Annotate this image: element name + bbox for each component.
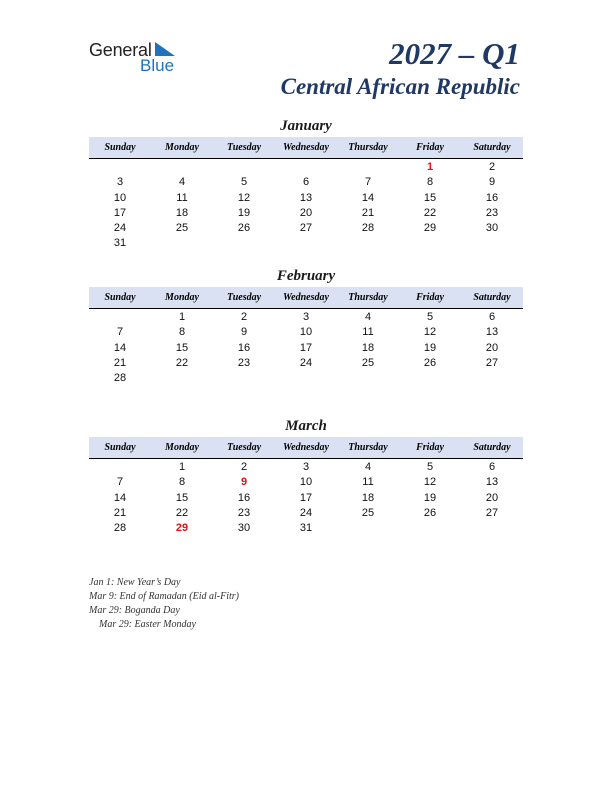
day-cell: 12 [237,191,251,204]
weekday-wednesday: Wednesday [283,142,329,153]
holiday-note: Jan 1: New Year’s Day [89,577,181,588]
day-cell: 4 [364,311,372,323]
day-cell: 28 [113,372,127,385]
logo-general-text: General [89,40,152,60]
day-cell: 14 [113,341,127,354]
empty-day-cell [213,160,275,175]
day-cell: 9 [240,476,248,489]
day-cell: 23 [237,356,251,369]
day-cell: 24 [299,506,313,519]
weekday-header-row [89,137,523,159]
empty-day-cell [461,236,523,251]
day-cell: 25 [361,356,375,369]
day-cell: 6 [488,461,496,473]
day-cell: 22 [175,356,189,369]
day-cell: 19 [423,491,437,504]
empty-day-cell [337,160,399,175]
empty-day-cell [89,160,151,175]
day-cell: 6 [302,176,310,189]
empty-day-cell [337,521,399,536]
month-march [89,416,523,536]
day-cell: 13 [485,326,499,339]
day-cell: 18 [361,341,375,354]
day-cell: 13 [485,476,499,489]
day-cell: 29 [423,222,437,235]
day-cell: 15 [175,491,189,504]
quarter-title: 2027 – Q1 [389,36,520,71]
week-row [89,160,523,175]
day-cell: 2 [488,161,496,173]
holiday-notes [89,576,239,632]
weekday-wednesday: Wednesday [283,442,329,453]
day-cell: 15 [423,191,437,204]
week-row [89,206,523,221]
weekday-thursday: Thursday [348,442,388,453]
month-january [89,116,523,252]
weekday-sunday: Sunday [104,292,136,303]
day-cell: 5 [426,311,434,323]
day-cell: 10 [113,191,127,204]
weekday-tuesday: Tuesday [226,292,262,303]
weekday-monday: Monday [165,442,199,453]
day-cell: 3 [302,311,310,323]
generalblue-logo [89,40,199,80]
day-cell: 24 [113,222,127,235]
week-row [89,341,523,356]
empty-day-cell [399,236,461,251]
empty-day-cell [275,371,337,386]
country-title: Central African Republic [280,74,520,99]
day-cell: 27 [485,356,499,369]
day-cell: 16 [237,491,251,504]
weekday-friday: Friday [416,142,444,153]
weekday-sunday: Sunday [104,142,136,153]
day-cell: 25 [175,222,189,235]
day-cell: 13 [299,191,313,204]
weekday-friday: Friday [416,442,444,453]
weekday-tuesday: Tuesday [226,442,262,453]
weekday-saturday: Saturday [473,142,511,153]
day-cell: 24 [299,356,313,369]
weeks [89,309,523,386]
day-cell: 10 [299,326,313,339]
day-cell: 31 [113,237,127,250]
day-cell: 9 [240,326,248,339]
empty-day-cell [337,371,399,386]
week-row [89,475,523,490]
day-cell: 9 [488,176,496,189]
day-cell: 7 [116,476,124,489]
day-cell: 8 [426,176,434,189]
week-row [89,221,523,236]
day-cell: 2 [240,311,248,323]
week-row [89,310,523,325]
week-row [89,506,523,521]
day-cell: 26 [237,222,251,235]
empty-day-cell [89,460,151,475]
month-name: January [280,118,332,134]
day-cell: 28 [361,222,375,235]
day-cell: 19 [237,206,251,219]
weekday-monday: Monday [165,142,199,153]
day-cell: 7 [364,176,372,189]
day-cell: 20 [299,206,313,219]
day-cell: 27 [485,506,499,519]
day-cell: 8 [178,476,186,489]
week-row [89,371,523,386]
empty-day-cell [213,236,275,251]
day-cell: 31 [299,522,313,535]
empty-day-cell [151,371,213,386]
day-cell: 17 [299,341,313,354]
day-cell: 21 [361,206,375,219]
empty-day-cell [461,521,523,536]
day-cell: 25 [361,506,375,519]
day-cell: 12 [423,476,437,489]
day-cell: 30 [237,522,251,535]
week-row [89,460,523,475]
day-cell: 30 [485,222,499,235]
logo-blue-text: Blue [140,56,175,75]
day-cell: 14 [113,491,127,504]
weekday-sunday: Sunday [104,442,136,453]
weekday-header-row [89,437,523,459]
day-cell: 7 [116,326,124,339]
day-cell: 20 [485,491,499,504]
day-cell: 11 [362,476,374,489]
weekday-friday: Friday [416,292,444,303]
week-row [89,191,523,206]
empty-day-cell [151,160,213,175]
weeks [89,459,523,536]
weekday-thursday: Thursday [348,292,388,303]
day-cell: 11 [362,326,374,339]
week-row [89,491,523,506]
empty-day-cell [399,371,461,386]
weekday-tuesday: Tuesday [226,142,262,153]
empty-day-cell [213,371,275,386]
holiday-note: Mar 29: Boganda Day [89,605,180,616]
weekday-saturday: Saturday [473,442,511,453]
day-cell: 16 [237,341,251,354]
day-cell: 4 [364,461,372,473]
day-cell: 11 [176,191,188,204]
weekday-wednesday: Wednesday [283,292,329,303]
day-cell: 12 [423,326,437,339]
day-cell: 17 [299,491,313,504]
week-row [89,356,523,371]
holiday-note: Mar 9: End of Ramadan (Eid al-Fitr) [89,591,239,602]
month-name: March [285,418,327,434]
month-name: February [276,268,336,284]
day-cell: 5 [426,461,434,473]
day-cell: 15 [175,341,189,354]
day-cell: 10 [299,476,313,489]
day-cell: 22 [423,206,437,219]
week-row [89,175,523,190]
empty-day-cell [399,521,461,536]
day-cell: 19 [423,341,437,354]
day-cell: 1 [178,461,186,473]
day-cell: 6 [488,311,496,323]
day-cell: 21 [113,506,127,519]
day-cell: 23 [485,206,499,219]
day-cell: 3 [302,461,310,473]
day-cell: 21 [113,356,127,369]
day-cell: 27 [299,222,313,235]
day-cell: 1 [178,311,186,323]
day-cell: 26 [423,506,437,519]
weekday-monday: Monday [165,292,199,303]
empty-day-cell [275,160,337,175]
day-cell: 3 [116,176,124,189]
day-cell: 29 [175,522,189,535]
week-row [89,236,523,251]
day-cell: 16 [485,191,499,204]
weekday-header-row [89,287,523,309]
day-cell: 28 [113,522,127,535]
empty-day-cell [337,236,399,251]
week-row [89,521,523,536]
day-cell: 4 [178,176,186,189]
day-cell: 18 [361,491,375,504]
day-cell: 20 [485,341,499,354]
day-cell: 18 [175,206,189,219]
empty-day-cell [461,371,523,386]
day-cell: 1 [426,161,434,173]
weekday-thursday: Thursday [348,142,388,153]
day-cell: 2 [240,461,248,473]
day-cell: 14 [361,191,375,204]
holiday-note: Mar 29: Easter Monday [99,619,196,630]
day-cell: 26 [423,356,437,369]
logo-triangle-icon [155,42,175,56]
empty-day-cell [151,236,213,251]
empty-day-cell [89,310,151,325]
day-cell: 23 [237,506,251,519]
empty-day-cell [275,236,337,251]
month-february [89,266,523,386]
weekday-saturday: Saturday [473,292,511,303]
day-cell: 5 [240,176,248,189]
day-cell: 22 [175,506,189,519]
weeks [89,159,523,252]
week-row [89,325,523,340]
day-cell: 17 [113,206,127,219]
day-cell: 8 [178,326,186,339]
